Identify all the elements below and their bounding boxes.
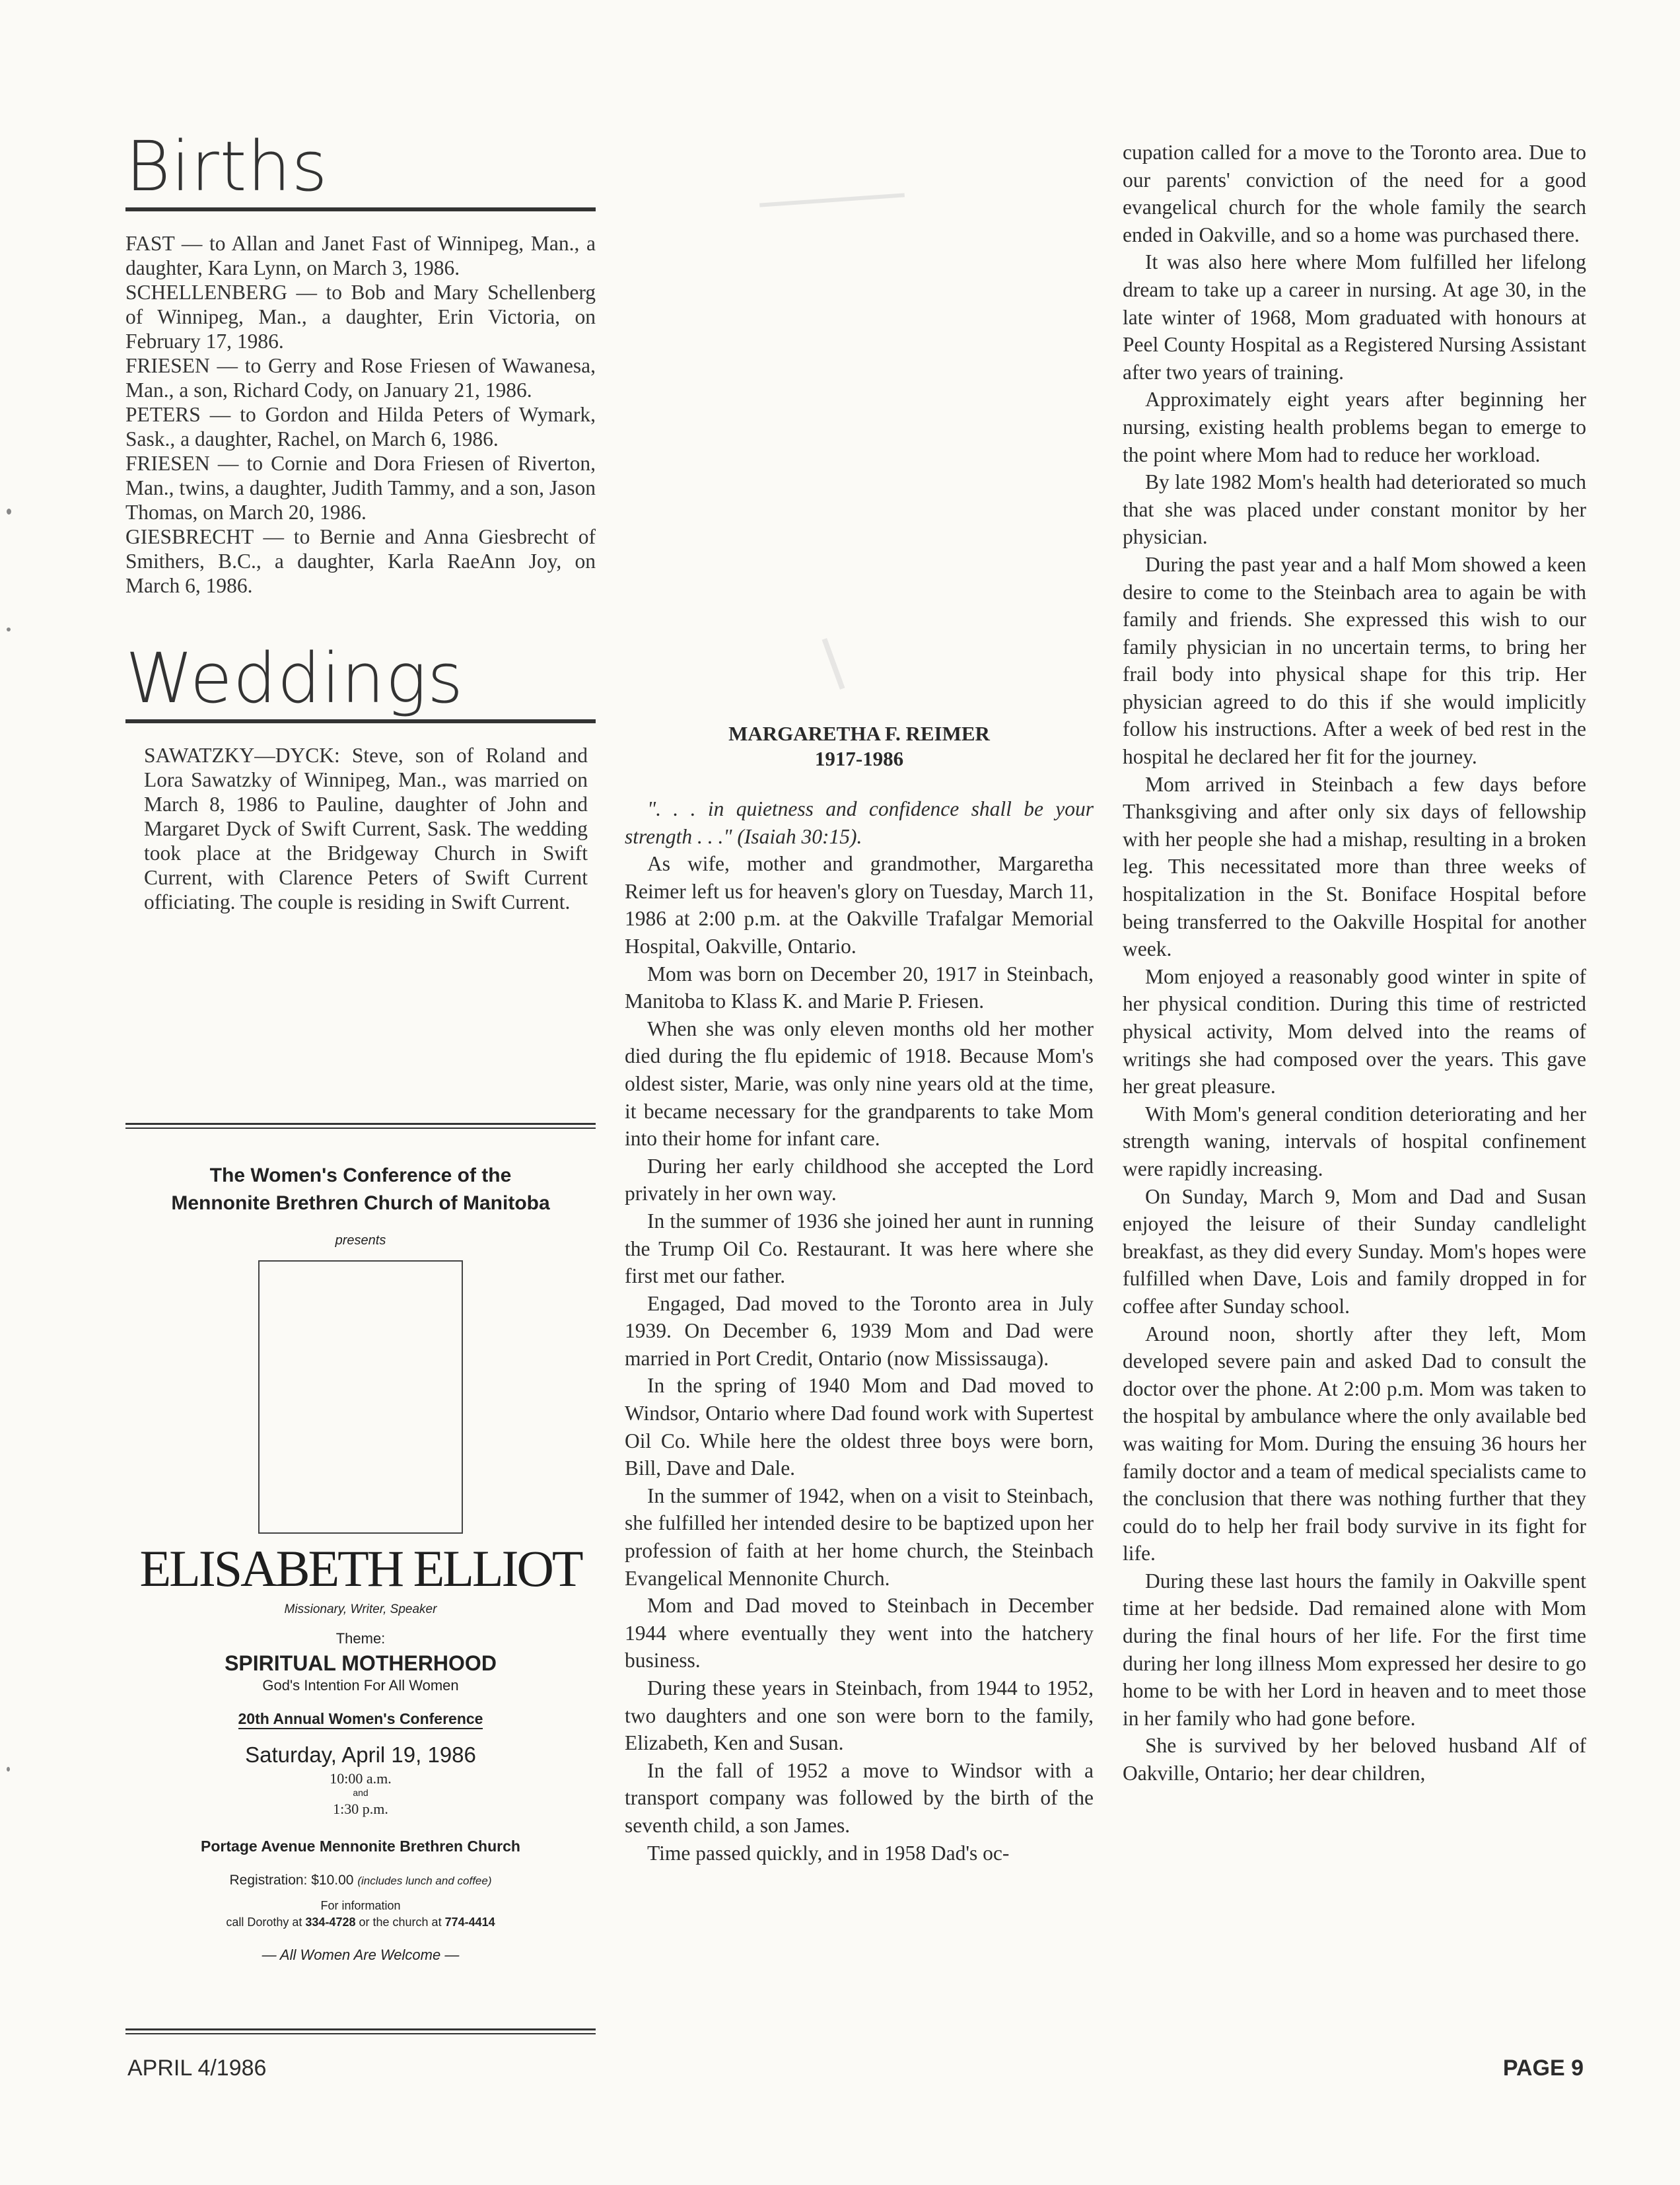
event-time-and: and: [353, 1787, 368, 1798]
event-time: 10:00 a.m.: [330, 1770, 392, 1787]
ad-top-rule: [125, 1123, 596, 1129]
obituary-paragraph: With Mom's general condition deteriorating and her strength waning, intervals of hospital confinement were rapidly increasing.: [1123, 1102, 1586, 1180]
ad-bottom-rule: [125, 2028, 596, 2034]
theme-label: Theme:: [335, 1630, 386, 1647]
obituary-name: MARGARETHA F. REIMER: [728, 722, 990, 745]
obituary-paragraph: In the summer of 1942, when on a visit to Steinbach, she fulfilled her intended desire to be baptized upon her profession of faith at her home church, the Steinbach Evangelical Mennonite Church.: [625, 1484, 1094, 1590]
obituary-heading: [625, 721, 1094, 771]
weddings-section: [125, 638, 596, 914]
obituary-paragraph: During these last hours the family in Oakville spent time at her bedside. Dad remained alone with Mom during the final hours of her life. For the first time during her long illness Mom expressed her desire to go home to be with her Lord in heaven and to meet those in her family who had gone before.: [1123, 1569, 1586, 1730]
issue-date: APRIL 4/1986: [127, 2056, 267, 2081]
birth-notice: GIESBRECHT — to Bernie and Anna Giesbrecht of Smithers, B.C., a daughter, Karla RaeAnn Joy, on March 6, 1986.: [125, 525, 596, 597]
obituary-paragraph: It was also here where Mom fulfilled her lifelong dream to take up a career in nursing. At age 30, in the late winter of 1968, Mom graduated with honours at Peel County Hospital as a Registered Nursing Assistant after two years of training.: [1123, 250, 1586, 384]
ad-organizer: [125, 1162, 596, 1217]
weddings-heading-rule: [125, 719, 596, 723]
left-column: [125, 126, 596, 914]
ad-organizer-line: The Women's Conference of the: [209, 1164, 512, 1186]
obituary-years: 1917-1986: [814, 747, 904, 770]
obituary-paragraph: During these years in Steinbach, from 1944 to 1952, two daughters and one son were born to the family, Elizabeth, Ken and Susan.: [625, 1676, 1094, 1755]
ad-organizer-line: Mennonite Brethren Church of Manitoba: [171, 1192, 550, 1214]
obituary-paragraph: Time passed quickly, and in 1958 Dad's oc-: [647, 1841, 1010, 1865]
speaker-tagline: Missionary, Writer, Speaker: [284, 1602, 437, 1616]
theme-subtitle: God's Intention For All Women: [262, 1677, 459, 1694]
contact-info-line: [125, 1914, 596, 1931]
weddings-heading: Weddings: [125, 638, 464, 719]
obituary-paragraph: In the summer of 1936 she joined her aunt in running the Trump Oil Co. Restaurant. It was here where she first met our father.: [625, 1209, 1094, 1288]
obituary-paragraph: In the spring of 1940 Mom and Dad moved to Windsor, Ontario where Dad found work with Supertest Oil Co. While here the oldest three boys were born, Bill, Dave and Dale.: [625, 1374, 1094, 1480]
obituary-paragraph: In the fall of 1952 a move to Windsor with a transport company was followed by the birth of the seventh child, a son James.: [625, 1758, 1094, 1837]
theme-title: SPIRITUAL MOTHERHOOD: [225, 1651, 497, 1675]
obituary-paragraph: cupation called for a move to the Toronto area. Due to our parents' conviction of the need for a good evangelical church for the whole family the search ended in Oakville, and so a home was purchased there.: [1123, 141, 1586, 246]
speaker-photo-frame: [258, 1260, 463, 1534]
births-section: [125, 126, 596, 598]
page-number: PAGE 9: [1502, 2056, 1584, 2081]
birth-notice: FRIESEN — to Gerry and Rose Friesen of Wawanesa, Man., a son, Richard Cody, on January 21, 1986.: [125, 354, 596, 402]
obituary-paragraph: By late 1982 Mom's health had deteriorated so much that she was placed under constant monitor by her physician.: [1123, 470, 1586, 549]
conference-name: 20th Annual Women's Conference: [238, 1710, 483, 1729]
contact-mid: or the church at: [359, 1916, 442, 1929]
obituary-paragraph: Engaged, Dad moved to the Toronto area in July 1939. On December 6, 1939 Mom and Dad were married in Port Credit, Ontario (now Mississauga).: [625, 1291, 1094, 1370]
contact-prefix: call Dorothy at: [226, 1916, 302, 1929]
births-heading: Births: [125, 126, 328, 207]
conference-advertisement: [125, 1123, 596, 2034]
birth-notice: PETERS — to Gordon and Hilda Peters of Wymark, Sask., a daughter, Rachel, on March 6, 1986.: [125, 403, 596, 450]
obituary-paragraph: Mom and Dad moved to Steinbach in December 1944 where eventually they went into the hatchery business.: [625, 1594, 1094, 1672]
obituary-paragraph: As wife, mother and grandmother, Margaretha Reimer left us for heaven's glory on Tuesday, March 11, 1986 at 2:00 p.m. at the Oakville Trafalgar Memorial Hospital, Oakville, Ontario.: [625, 852, 1094, 958]
speaker-name: ELISABETH ELLIOT: [139, 1540, 582, 1597]
scan-speck: [7, 509, 11, 515]
obituary-paragraph: On Sunday, March 9, Mom and Dad and Susan enjoyed the leisure of their Sunday candlelight breakfast, as they did every Sunday. Mom's hopes were fulfilled when Dave, Lois and family dropped in for coffee after Sunday school.: [1123, 1184, 1586, 1318]
birth-notice: FAST — to Allan and Janet Fast of Winnipeg, Man., a daughter, Kara Lynn, on March 3, 1986.: [125, 232, 596, 279]
obituary-paragraph: She is survived by her beloved husband Alf of Oakville, Ontario; her dear children,: [1123, 1734, 1586, 1785]
obituary-quote: ". . . in quietness and confidence shall be your strength . . ." (Isaiah 30:15).: [625, 797, 1094, 848]
phone-number: 774-4414: [444, 1916, 495, 1929]
obituary-paragraph: During her early childhood she accepted the Lord privately in her own way.: [625, 1154, 1094, 1205]
registration-fee: [125, 1873, 596, 1888]
ad-presents: presents: [335, 1233, 386, 1248]
obituary-paragraph: Mom enjoyed a reasonably good winter in spite of her physical condition. During this time of restricted physical activity, Mom delved into the reams of writings she had composed over the years. This gave her great pleasure.: [1123, 964, 1586, 1098]
births-heading-rule: [125, 207, 596, 211]
birth-notice: FRIESEN — to Cornie and Dora Friesen of Riverton, Man., twins, a daughter, Judith Tammy, and a son, Jason Thomas, on March 20, 1986.: [125, 452, 596, 524]
registration-note: (includes lunch and coffee): [357, 1875, 492, 1887]
scan-speck: [7, 627, 11, 631]
wedding-notice: SAWATZKY—DYCK: Steve, son of Roland and Lora Sawatzky of Winnipeg, Man., was married on March 8, 1986 to Pauline, daughter of John and Margaret Dyck of Swift Current, Sask. The wedding took place at the Bridgeway Church in Swift Current, with Clarence Peters of Swift Current officiating. The couple is residing in Swift Current.: [144, 744, 588, 913]
obituary-paragraph: When she was only eleven months old her mother died during the flu epidemic of 1918. Because Mom's oldest sister, Marie, was only nine years old at the time, it became necessary for the grandparents to take Mom into their home for infant care.: [625, 1017, 1094, 1151]
obituary-paragraph: During the past year and a half Mom showed a keen desire to come to the Steinbach area to again be with family and friends. She expressed this wish to our family physician in no uncertain terms, to bring her frail body into physical shape for this trip. Her physician agreed to do this if she would implicitly follow his instructions. After a week of bed rest in the hospital he declared her fit for the journey.: [1123, 552, 1586, 769]
obituary-paragraph: Approximately eight years after beginning her nursing, existing health problems began to emerge to the point where Mom had to reduce her workload.: [1123, 388, 1586, 466]
registration-text: Registration: $10.00: [229, 1873, 354, 1888]
ad-content: [125, 1162, 596, 1964]
phone-number: 334-4728: [305, 1916, 356, 1929]
obituary-paragraph: Around noon, shortly after they left, Mom developed severe pain and asked Dad to consult the doctor over the phone. At 2:00 p.m. Mom was taken to the hospital by ambulance where the only available bed was waiting for Mom. During the ensuing 36 hours her family doctor and a team of medical specialists came to the conclusion that there was nothing further that they could do to help her frail body survive in its fight for life.: [1123, 1322, 1586, 1565]
birth-notice: SCHELLENBERG — to Bob and Mary Schellenberg of Winnipeg, Man., a daughter, Erin Victoria, on February 17, 1986.: [125, 281, 596, 353]
obituary-paragraph: Mom arrived in Steinbach a few days before Thanksgiving and after only six days of fellowship with her people she had a mishap, resulting in a broken leg. This necessitated more than three weeks of hospitalization in the St. Boniface Hospital before being transferred to the Oakville Hospital for another week.: [1123, 772, 1586, 961]
event-venue: Portage Avenue Mennonite Brethren Church: [201, 1838, 520, 1855]
right-column: [1123, 139, 1586, 1787]
obituary-paragraph: Mom was born on December 20, 1917 in Steinbach, Manitoba to Klass K. and Marie P. Friesen.: [625, 962, 1094, 1013]
contact-info-line: For information: [320, 1899, 401, 1912]
contact-info: [125, 1898, 596, 1931]
event-date: Saturday, April 19, 1986: [245, 1742, 476, 1767]
middle-column: [625, 152, 1094, 1867]
welcome-line: — All Women Are Welcome —: [262, 1947, 460, 1963]
scan-speck: [7, 1767, 10, 1772]
event-time: 1:30 p.m.: [333, 1801, 388, 1817]
